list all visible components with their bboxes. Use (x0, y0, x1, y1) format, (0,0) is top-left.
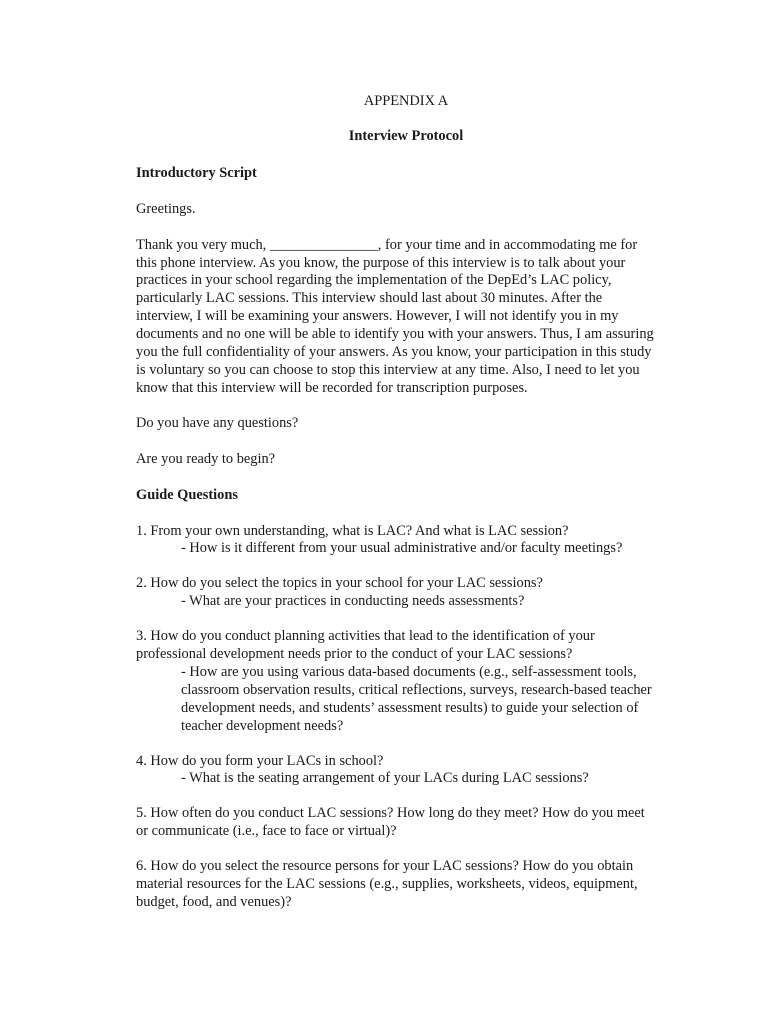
question-line: 2. How do you select the topics in your school for your LAC sessions? (136, 575, 543, 592)
sub-question-line: development needs, and students’ assessment results) to guide your selection of (181, 699, 639, 716)
intro-heading: Introductory Script (136, 164, 257, 181)
question-line: 4. How do you form your LACs in school? (136, 752, 384, 769)
guide-question-3 (136, 628, 676, 735)
question-line: or communicate (i.e., face to face or virtual)? (136, 823, 397, 840)
intro-line: particularly LAC sessions. This interview should last about 30 minutes. After the (136, 290, 603, 307)
question-line: material resources for the LAC sessions (e.g., supplies, worksheets, videos, equipment, (136, 876, 638, 893)
guide-question-6 (136, 858, 676, 912)
intro-line: this phone interview. As you know, the purpose of this interview is to talk about your (136, 254, 626, 271)
sub-question-line: - How is it different from your usual administrative and/or faculty meetings? (181, 540, 623, 557)
question-line: 1. From your own understanding, what is LAC? And what is LAC session? (136, 522, 569, 539)
question-line: professional development needs prior to the conduct of your LAC sessions? (136, 646, 573, 663)
question-line: 5. How often do you conduct LAC sessions? How long do they meet? How do you meet (136, 805, 645, 822)
intro-paragraph (136, 237, 676, 398)
guide-question-1 (136, 523, 676, 559)
sub-question-line: - What is the seating arrangement of your LACs during LAC sessions? (181, 770, 589, 787)
intro-line: documents and no one will be able to identify you with your answers. Thus, I am assuring (136, 326, 654, 343)
intro-line: Thank you very much, _______________, for your time and in accommodating me for (136, 236, 638, 253)
sub-question-line: - What are your practices in conducting needs assessments? (181, 593, 525, 610)
question-line: budget, food, and venues)? (136, 894, 292, 910)
document-title: Interview Protocol (348, 127, 464, 144)
intro-line: interview, I will be examining your answers. However, I will not identify you in my (136, 308, 619, 325)
intro-line: know that this interview will be recorded for transcription purposes. (136, 379, 528, 396)
intro-line: is voluntary so you can choose to stop this interview at any time. Also, I need to let you (136, 361, 640, 378)
document-body (136, 93, 676, 912)
guide-heading: Guide Questions (136, 486, 238, 503)
greeting-text: Greetings. (136, 200, 196, 217)
sub-question-line: - How are you using various data-based documents (e.g., self-assessment tools, (181, 663, 637, 680)
guide-question-2 (136, 575, 676, 611)
guide-question-4 (136, 753, 676, 789)
sub-question-line: teacher development needs? (181, 717, 344, 734)
appendix-heading: APPENDIX A (363, 93, 449, 109)
question-line: 3. How do you conduct planning activities that lead to the identification of your (136, 628, 595, 645)
guide-question-5 (136, 805, 676, 841)
intro-line: practices in your school regarding the implementation of the DepEd’s LAC policy, (136, 272, 612, 289)
sub-question-line: classroom observation results, critical reflections, surveys, research-based teacher (181, 681, 652, 698)
any-questions-text: Do you have any questions? (136, 414, 299, 431)
question-line: 6. How do you select the resource persons for your LAC sessions? How do you obtain (136, 858, 634, 875)
ready-to-begin-text: Are you ready to begin? (136, 450, 276, 467)
intro-line: you the full confidentiality of your answers. As you know, your participation in this study (136, 344, 652, 361)
